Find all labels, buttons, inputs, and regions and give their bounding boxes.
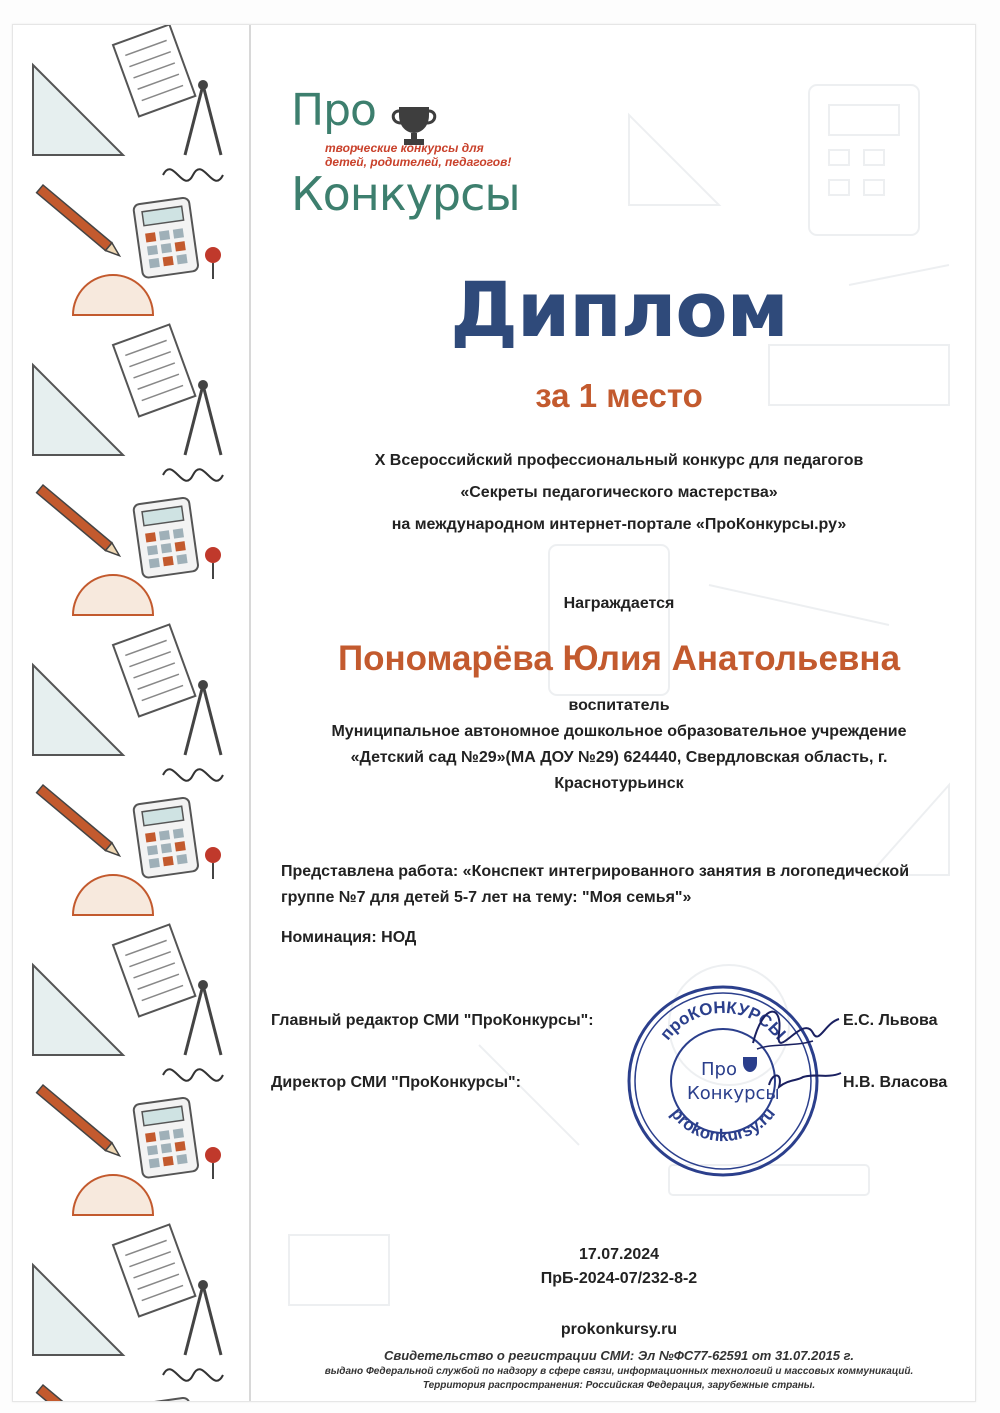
triangle-ruler-icon [33,965,123,1055]
website: prokonkursy.ru [560,1321,678,1338]
director-label: Директор СМИ "ПроКонкурсы": [271,1074,521,1091]
logo-konkursy-text: Конкурсы [291,167,520,221]
pencil-icon [37,485,123,560]
registration-authority: выдано Федеральной службой по надзору в сфере связи, информационных технологий и массовых коммуникаций. [324,1366,914,1377]
calculator-icon [133,1097,199,1178]
triangle-ruler-icon [33,65,123,155]
logo-tagline: творческие конкурсы для детей, родителей, педагогов! [325,141,512,169]
awardee-position: воспитатель [568,697,670,714]
logo-pro-text: Про [291,85,376,136]
diploma-title: Диплом [450,265,788,354]
notepad-icon [113,624,195,716]
issue-date: 17.07.2024 [578,1246,660,1263]
pencil-icon [37,185,123,260]
editor-name: Е.С. Львова [843,1012,938,1029]
pencil-icon [37,1085,123,1160]
contest-line-2: «Секреты педагогического мастерства» [460,484,778,501]
calculator-icon [133,797,199,878]
calculator-icon [133,197,199,278]
stamp-bottom-text: prokonkursy.ru [667,1104,779,1146]
distribution-territory: Территория распространения: Российская Федерация, зарубежные страны. [422,1380,816,1391]
awardee-name: Пономарёва Юлия Анатольевна [337,639,901,678]
awarded-label: Награждается [563,595,675,612]
contest-line-1: X Всероссийский профессиональный конкурс для педагогов [374,452,864,469]
pencil-icon [37,785,123,860]
diploma-sheet [12,24,976,1402]
push-pin-icon [205,247,221,279]
nomination: Номинация: НОД [281,929,417,946]
notepad-icon [113,924,195,1016]
pencil-icon [37,1385,123,1401]
scribble-decoration [163,1069,223,1081]
media-registration: Свидетельство о регистрации СМИ: Эл №ФС77-62591 от 31.07.2015 г. [383,1348,855,1363]
notepad-icon [113,324,195,416]
school-supplies-pattern [13,25,249,1401]
triangle-ruler-icon [33,365,123,455]
prokonkursy-logo [291,85,531,235]
protractor-icon [73,875,153,915]
protractor-icon [73,575,153,615]
decorative-border-strip [13,25,251,1401]
diploma-place: за 1 место [535,377,703,414]
protractor-icon [73,1175,153,1215]
calculator-icon [133,497,199,578]
notepad-icon [113,25,195,116]
registration-number: ПрБ-2024-07/232-8-2 [540,1270,698,1287]
scribble-decoration [163,469,223,481]
handwritten-signatures [743,993,853,1103]
triangle-ruler-icon [33,1265,123,1355]
push-pin-icon [205,1147,221,1179]
contest-description [263,445,975,541]
stamp-top-text: проКОНКУРСЫ [656,997,790,1044]
triangle-ruler-icon [33,665,123,755]
notepad-icon [113,1224,195,1316]
editor-label: Главный редактор СМИ "ПроКонкурсы": [271,1012,594,1029]
stamp-center-pro: Про [701,1059,737,1080]
stamp-center-konk: Конкурсы [687,1083,780,1104]
calculator-icon [133,1397,199,1401]
scribble-decoration [163,169,223,181]
scribble-decoration [163,769,223,781]
push-pin-icon [205,847,221,879]
director-name: Н.В. Власова [843,1074,948,1091]
protractor-icon [73,275,153,315]
scribble-decoration [163,1369,223,1381]
submitted-work: Представлена работа: «Конспект интегрированного занятия в логопедической группе №7 для детей 5-7 лет на тему: "Моя семья"» [281,863,910,906]
awardee-organization: Муниципальное автономное дошкольное образовательное учреждение «Детский сад №29»(МА ДОУ №29) 624440, Свердловская область, г. Краснотурьинск [331,723,907,792]
contest-line-3: на международном интернет-портале «ПроКонкурсы.ру» [391,516,847,533]
push-pin-icon [205,547,221,579]
